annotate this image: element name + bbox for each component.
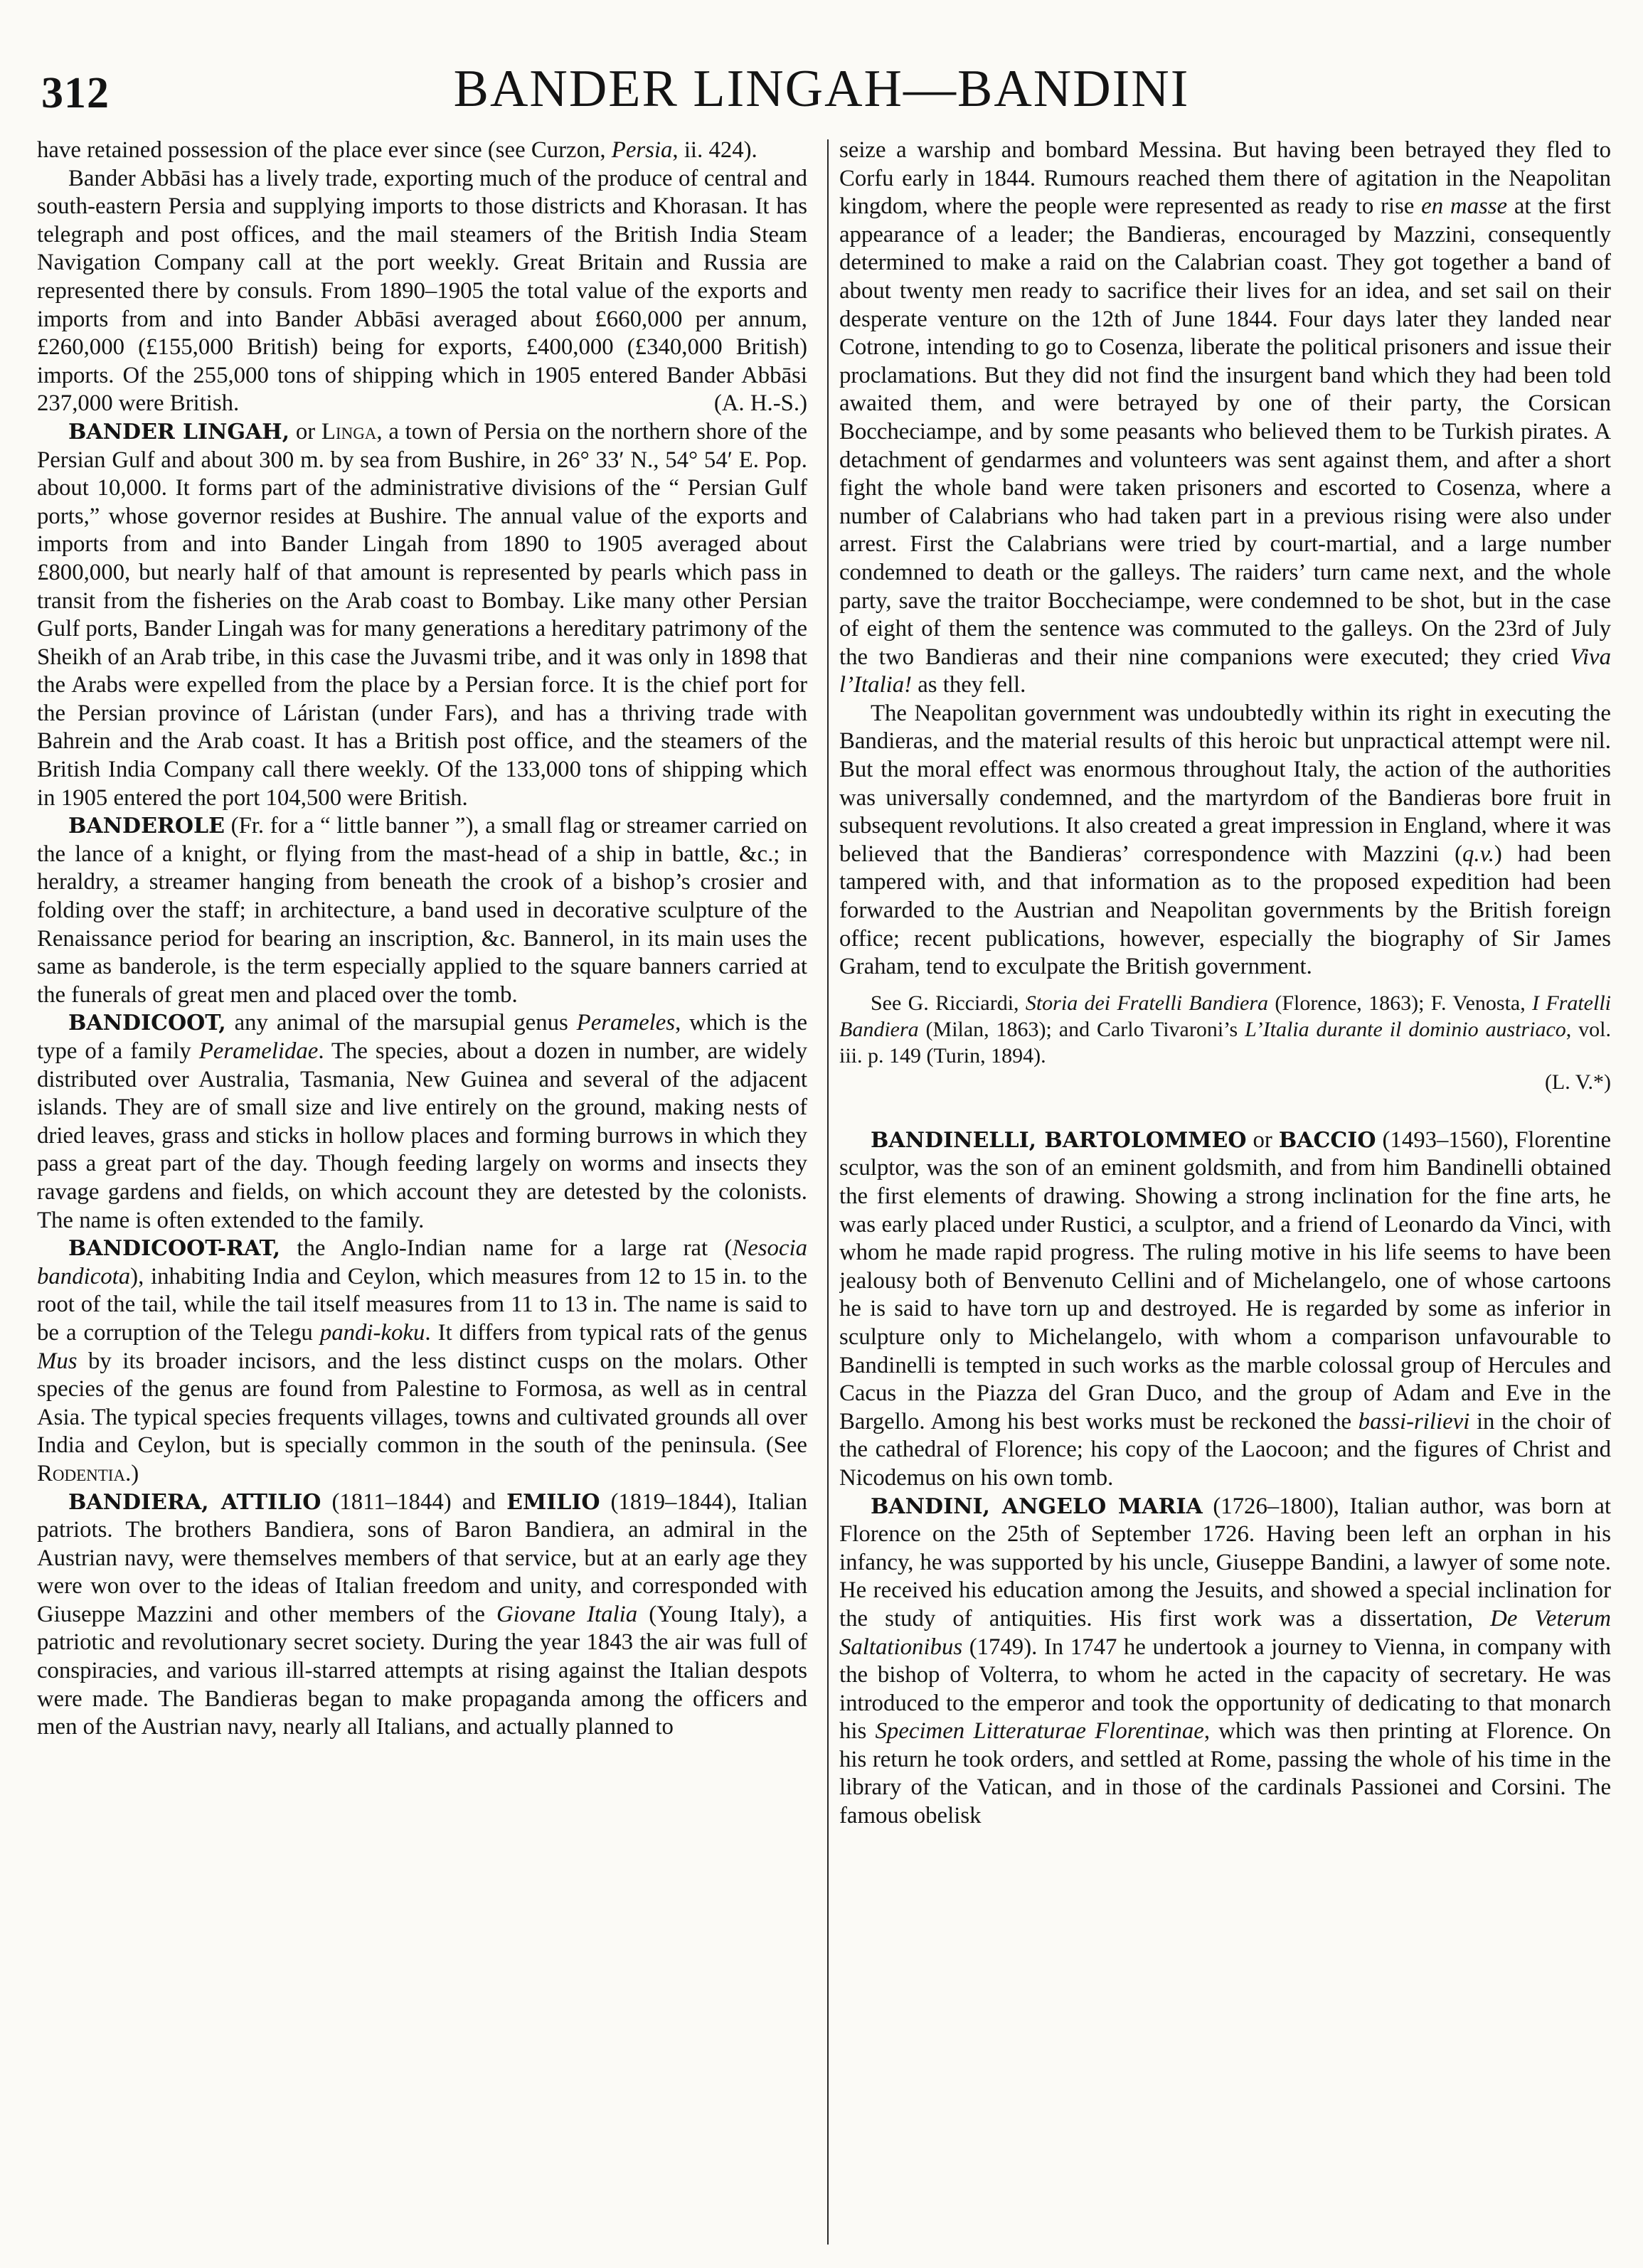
signature-ahs: (A. H.-S.) bbox=[713, 390, 807, 417]
entry-bandinelli: BANDINELLI, BARTOLOMMEO or BACCIO (1493–1560), Florentine sculptor, was the son of an eminent goldsmith, and from him Bandinelli obtained the first elements of drawing. Showing a strong inclination for the fine arts, he was early placed under Rustici, a sculptor, and a friend of Leonardo da Vinci, with whom he made rapid progress. The ruling motive in his life seems to have been jealousy both of Benvenuto Cellini and of Michelangelo, one of whose cartoons he is said to have torn up and destroyed. He is regarded by some as inferior in sculpture only to Michelangelo, with whom a comparison unfavourable to Bandinelli is tempted in such works as the marble colossal group of Hercules and Cacus in the Piazza del Gran Duco, and the group of Adam and Eve in the Bargello. Among his best works must be reckoned the bassi-rilievi in the choir of the cathedral of Florence; his copy of the Laocoon; and the figures of Christ and Nicodemus on his own tomb. bbox=[839, 1127, 1611, 1491]
running-title: BANDER LINGAH—BANDINI bbox=[453, 60, 1190, 118]
entry-banderole: BANDEROLE (Fr. for a “ little banner ”), a small flag or streamer carried on the lance of a knight, or flying from the mast-head of a ship in battle, &c.; in heraldry, a streamer hanging from beneath the crook of a bishop’s crosier and folding over the staff; in architecture, a band used in decorative sculpture of the Renaissance period for bearing an inscription, &c. Bannerol, in its main uses the same as banderole, is the term especially applied to the square banners carried at the funerals of great men and placed over the tomb. bbox=[37, 813, 807, 1008]
left-column bbox=[37, 137, 807, 2256]
entry-bandini: BANDINI, ANGELO MARIA (1726–1800), Italian author, was born at Florence on the 25th of September 1726. Having been left an orphan in his infancy, he was supported by his uncle, Giuseppe Bandini, a lawyer of some note. He received his education among the Jesuits, and showed a special inclination for the study of antiquities. His first work was a dissertation, De Veterum Saltationibus (1749). In 1747 he undertook a journey to Vienna, in company with the bishop of Volterra, to whom he acted in the capacity of secretary. He was introduced to the emperor and took the opportunity of dedicating to that monarch his Specimen Litteraturae Florentinae, which was then printing at Florence. On his return he took orders, and settled at Rome, passing the whole of his time in the library of the Vatican, and in those of the cardinals Passionei and Corsini. The famous obelisk bbox=[839, 1493, 1611, 1829]
bibliography-bandiera: See G. Ricciardi, Storia dei Fratelli Bandiera (Florence, 1863); F. Venosta, I Fratelli Bandiera (Milan, 1863); and Carlo Tivaroni’s L’Italia durante il dominio austriaco, vol. iii. p. 149 (Turin, 1894). (L. V.*) bbox=[839, 991, 1611, 1094]
headword-bandinelli: BANDINELLI, BARTOLOMMEO bbox=[871, 1127, 1247, 1153]
entry-bander-lingah: BANDER LINGAH, or Linga, a town of Persia on the northern shore of the Persian Gulf and about 300 m. by sea from Bushire, in 26° 33′ N., 54° 54′ E. Pop. about 10,000. It forms part of the administrative divisions of the “ Persian Gulf ports,” whose governor resides at Bushire. The annual value of the exports and imports from and into Bander Lingah from 1890 to 1905 averaged about £800,000, but nearly half of that amount is represented by pearls which pass in transit from the fisheries on the Arab coast to Bombay. Like many other Persian Gulf ports, Bander Lingah was for many generations a hereditary patrimony of the Sheikh of an Arab tribe, in this case the Juvasmi tribe, and it was only in 1898 that the Arabs were expelled from the place by a Persian force. It is the chief port for the Persian province of Láristan (under Fars), and has a thriving trade with Bahrein and the Arab coast. It has a British post office, and the steamers of the British India Company call there weekly. Of the 133,000 tons of shipping which in 1905 entered the port 104,500 were British. bbox=[37, 418, 807, 811]
headword-banderole: BANDEROLE bbox=[68, 814, 225, 839]
paragraph-neapolitan-government: The Neapolitan government was undoubtedly within its right in executing the Bandieras, and the material results of this heroic but unpractical attempt were nil. But the moral effect was enormous throughout Italy, the action of the authorities was universally condemned, and the martyrdom of the Bandieras bore fruit in subsequent revolutions. It also created a great impression in England, where it was believed that the Bandieras’ correspondence with Mazzini (q.v.) had been tampered with, and that information as to the proposed expedition had been forwarded to the Austrian and Neapolitan governments by the British foreign office; recent publications, however, especially the biography of Sir James Graham, tend to exculpate the British government. bbox=[839, 700, 1611, 980]
signature-lv: (L. V.*) bbox=[1544, 1070, 1611, 1094]
headword-bander-lingah: BANDER LINGAH, bbox=[68, 419, 290, 444]
page-number: 312 bbox=[41, 69, 110, 117]
entry-bandicoot: BANDICOOT, any animal of the marsupial genus Perameles, which is the type of a family Peramelidae. The species, about a dozen in number, are widely distributed over Australia, Tasmania, New Guinea and several of the adjacent islands. They are of small size and live entirely on the ground, making nests of dried leaves, grass and sticks in hollow places and forming burrows in which they pass a great part of the day. Though feeding largely on worms and insects they ravage gardens and fields, on which account they are detested by the colonists. The name is often extended to the family. bbox=[37, 1010, 807, 1233]
headword-emilio: EMILIO bbox=[506, 1489, 600, 1515]
paragraph-curzon: have retained possession of the place ever since (see Curzon, Persia, ii. 424). bbox=[37, 137, 757, 163]
right-column bbox=[839, 137, 1611, 2256]
headword-bandicoot-rat: BANDICOOT-RAT, bbox=[68, 1236, 281, 1262]
cross-reference-rodentia: Rodentia bbox=[37, 1460, 126, 1486]
entry-bandiera: BANDIERA, ATTILIO (1811–1844) and EMILIO (1819–1844), Italian patriots. The brothers Bandiera, sons of Baron Bandiera, an admiral in the Austrian navy, were themselves members of that service, but at an early age they were won over to the ideas of Italian freedom and unity, and corresponded with Giuseppe Mazzini and other members of the Giovane Italia (Young Italy), a patriotic and revolutionary secret society. During the year 1843 the air was full of conspiracies, and various ill-starred attempts at rising against the Italian despots were made. The Bandieras began to make propaganda among the officers and men of the Austrian navy, nearly all Italians, and actually planned to bbox=[37, 1489, 807, 1740]
headword-bandini: BANDINI, ANGELO MARIA bbox=[871, 1494, 1203, 1519]
paragraph-bandiera-continued: seize a warship and bombard Messina. But having been betrayed they fled to Corfu early in 1844. Rumours reached them there of agitation in the Neapolitan kingdom, where the people were represented as ready to rise en masse at the first appearance of a leader; the Bandieras, encouraged by Mazzini, consequently determined to make a raid on the Calabrian coast. They got together a band of about twenty men ready to sacrifice their lives for an idea, and set sail on their desperate venture on the 12th of June 1844. Four days later they landed near Cotrone, intending to go to Cosenza, liberate the political prisoners and issue their proclamations. But they did not find the insurgent band which they had been told awaited them, and were betrayed by one of their party, the Corsican Boccheciampe, and by some peasants who believed them to be Turkish pirates. A detachment of gendarmes and volunteers was sent against them, and after a short fight the whole band were taken prisoners and escorted to Cosenza, where a number of Calabrians who had taken part in a previous rising were also under arrest. First the Calabrians were tried by court-martial, and a large number condemned to death or the galleys. The raiders’ turn came next, and the whole party, save the traitor Boccheciampe, were condemned to be shot, but in the case of eight of them the sentence was commuted to the galleys. On the 23rd of July the two Bandieras and their nine companions were executed; they cried Viva l’Italia! as they fell. bbox=[839, 137, 1611, 698]
headword-bandicoot: BANDICOOT, bbox=[68, 1011, 226, 1036]
paragraph-bander-abbasi-trade: Bander Abbāsi has a lively trade, exporting much of the produce of central and south-eastern Persia and supplying imports to those districts and Khorasan. It has telegraph and post offices, and the mail steamers of the British India Steam Navigation Company call at the port weekly. Great Britain and Russia are represented there by consuls. From 1890–1905 the total value of the exports and imports from and into Bander Abbāsi averaged about £660,000 per annum, £260,000 (£155,000 British) being for exports, £400,000 (£340,000 British) imports. Of the 255,000 tons of shipping which in 1905 entered Bander Abbāsi 237,000 were British. (A. H.-S.) bbox=[37, 165, 807, 418]
headword-bandiera-attilio: BANDIERA, ATTILIO bbox=[68, 1489, 321, 1515]
headword-baccio: BACCIO bbox=[1278, 1127, 1376, 1153]
column-rule bbox=[827, 139, 829, 2245]
entry-bandicoot-rat: BANDICOOT-RAT, the Anglo-Indian name for a large rat (Nesocia bandicota), inhabiting India and Ceylon, which measures from 12 to 15 in. to the root of the tail, while the tail itself measures from 11 to 13 in. The name is said to be a corruption of the Telegu pandi-koku. It differs from typical rats of the genus Mus by its broader incisors, and the less distinct cusps on the molars. Other species of the genus are found from Palestine to Formosa, as well as in central Asia. The typical species frequents villages, towns and cultivated grounds all over India and Ceylon, but is specially common in the south of the peninsula. (See Rodentia.) bbox=[37, 1235, 807, 1486]
